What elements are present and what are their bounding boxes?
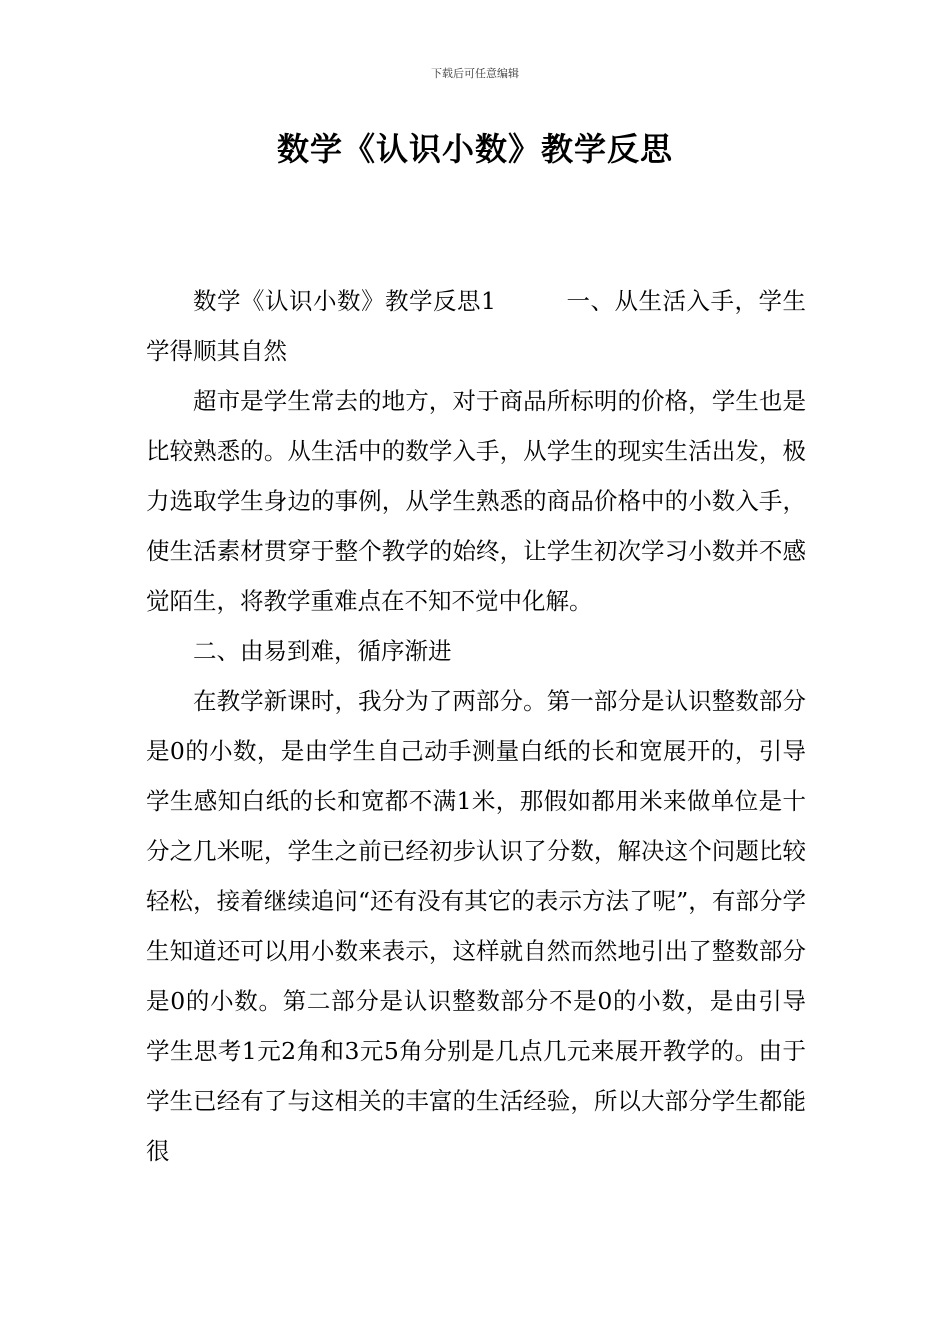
paragraph-4: 在教学新课时，我分为了两部分。第一部分是认识整数部分是0的小数，是由学生自己动手测量白纸的长和宽展开的，引导学生感知白纸的长和宽都不满1米，那假如都用米来做单位是十分之几米呢，学生之前已经初步认识了分数，解决这个问题比较轻松，接着继续追问“还有没有其它的表示方法了呢”，有部分学生知道还可以用小数来表示，这样就自然而然地引出了整数部分是0的小数。第二部分是认识整数部分不是0的小数，是由引导学生思考1元2角和3元5角分别是几点几元来展开教学的。由于学生已经有了与这相关的丰富的生活经验，所以大部分学生都能很 bbox=[146, 687, 806, 1165]
paragraph-2: 超市是学生常去的地方，对于商品所标明的价格，学生也是比较熟悉的。从生活中的数学入手，从学生的现实生活出发，极力选取学生身边的事例，从学生熟悉的商品价格中的小数入手，使生活素材贯穿于整个教学的始终，让学生初次学习小数并不感觉陌生，将教学重难点在不知不觉中化解。 bbox=[146, 387, 806, 615]
paragraph-1-text: 一、从生活入手，学生学得顺其自然 bbox=[146, 287, 807, 365]
document-title: 数学《认识小数》教学反思 bbox=[276, 130, 673, 168]
paragraph-3: 二、由易到难，循序渐进 bbox=[193, 637, 452, 665]
document-body bbox=[146, 276, 806, 1176]
paragraph-1 bbox=[146, 276, 806, 376]
paragraph-1-heading: 数学《认识小数》教学反思1 bbox=[193, 287, 496, 315]
header-note: 下载后可任意编辑 bbox=[431, 67, 519, 80]
